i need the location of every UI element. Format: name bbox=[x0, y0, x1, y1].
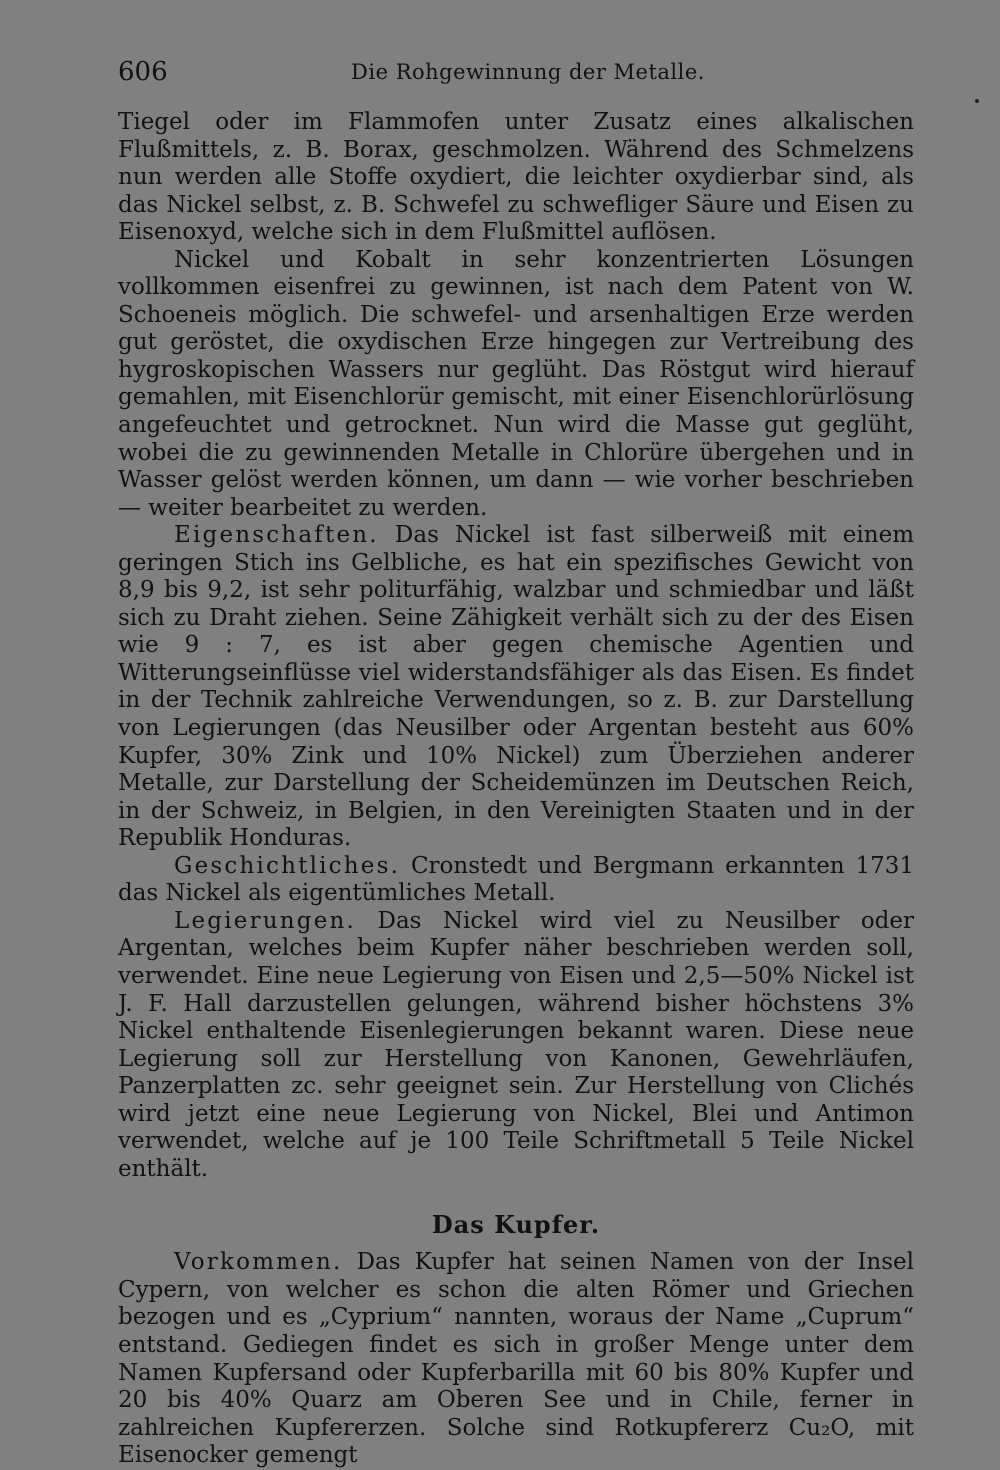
paragraph-geschichtliches-text: Cronstedt und Bergmann erkannten 1731 das Nickel als eigentümliches Metall. bbox=[118, 852, 914, 907]
running-title: Die Rohgewinnung der Metalle. bbox=[351, 60, 705, 84]
paragraph-continuation: Tiegel oder im Flammofen unter Zusatz eines alkalischen Flußmittels, z. B. Borax, geschmolzen. Während des Schmelzens nun werden alle Stoffe oxydiert, die leichter oxydierbar sind, als das Nickel selbst, z. B. Schwefel zu schwefliger Säure und Eisen zu Eisenoxyd, welche sich in dem Flußmittel auflösen. bbox=[118, 109, 914, 246]
paragraph-geschichtliches bbox=[118, 853, 914, 908]
page-header bbox=[118, 52, 918, 92]
section-label-geschichtliches: Geschichtliches. bbox=[174, 852, 401, 879]
section-label-vorkommen: Vorkommen. bbox=[174, 1249, 343, 1276]
paragraph-vorkommen bbox=[118, 1249, 914, 1469]
section-heading-kupfer: Das Kupfer. bbox=[431, 1210, 601, 1240]
paragraph-vorkommen-text: Das Kupfer hat seinen Namen von der Insel Cypern, von welcher es schon die alten Römer und Griechen bezogen und es „Cyprium“ nannten, woraus der Name „Cuprum“ entstand. Gediegen findet es sich in großer Menge unter dem Namen Kupfersand oder Kupferbarilla mit 60 bis 80% Kupfer und 20 bis 40% Quarz am Oberen See und in Chile, ferner in zahlreichen Kupfererzen. Solche sind Rotkupfererz Cu₂O, mit Eisenocker gemengt bbox=[118, 1249, 914, 1469]
paragraph-legierungen-text: Das Nickel wird viel zu Neusilber oder Argentan, welches beim Kupfer näher beschrieben werden soll, verwendet. Eine neue Legierung von Eisen und 2,5—50% Nickel ist J. F. Hall darzustellen gelungen, während bisher höchstens 3% Nickel enthaltende Eisenlegierungen bekannt waren. Diese neue Legierung soll zur Herstellung von Kanonen, Gewehrläufen, Panzerplatten zc. sehr geeignet sein. Zur Herstellung von Clichés wird jetzt eine neue Legierung von Nickel, Blei und Antimon verwendet, welche auf je 100 Teile Schriftmetall 5 Teile Nickel enthält. bbox=[118, 907, 914, 1182]
body-text bbox=[118, 109, 914, 1470]
section-label-eigenschaften: Eigenschaften. bbox=[174, 522, 379, 549]
paragraph-eigenschaften-text: Das Nickel ist fast silberweiß mit einem geringen Stich ins Gelbliche, es hat ein spezifisches Gewicht von 8,9 bis 9,2, ist sehr politurfähig, walzbar und schmiedbar und läßt sich zu Draht ziehen. Seine Zähigkeit verhält sich zu der des Eisen wie 9 : 7, es ist aber gegen chemische Agentien und Witterungseinflüsse viel widerstandsfähiger als das Eisen. Es findet in der Technik zahlreiche Verwendungen, so z. B. zur Darstellung von Legierungen (das Neusilber oder Argentan besteht aus 60% Kupfer, 30% Zink und 10% Nickel) zum Überziehen anderer Metalle, zur Darstellung der Scheidemünzen im Deutschen Reich, in der Schweiz, in Belgien, in den Vereinigten Staaten und in der Republik Honduras. bbox=[118, 522, 914, 852]
print-speck bbox=[975, 99, 979, 103]
paragraph-schoeneis-patent: Nickel und Kobalt in sehr konzentrierten Lösungen vollkommen eisenfrei zu gewinnen, ist nach dem Patent von W. Schoeneis möglich. Die schwefel- und arsenhaltigen Erze werden gut geröstet, die oxydischen Erze hingegen zur Vertreibung des hygroskopischen Wassers nur geglüht. Das Röstgut wird hierauf gemahlen, mit Eisenchlorür gemischt, mit einer Eisenchlorürlösung angefeuchtet und getrocknet. Nun wird die Masse gut geglüht, wobei die zu gewinnenden Metalle in Chlorüre übergehen und in Wasser gelöst werden können, um dann — wie vorher beschrieben — weiter bearbeitet zu werden. bbox=[118, 246, 914, 521]
section-label-legierungen: Legierungen. bbox=[174, 907, 357, 934]
paragraph-legierungen bbox=[118, 908, 914, 1183]
page-number: 606 bbox=[118, 57, 168, 87]
paragraph-eigenschaften bbox=[118, 522, 914, 853]
